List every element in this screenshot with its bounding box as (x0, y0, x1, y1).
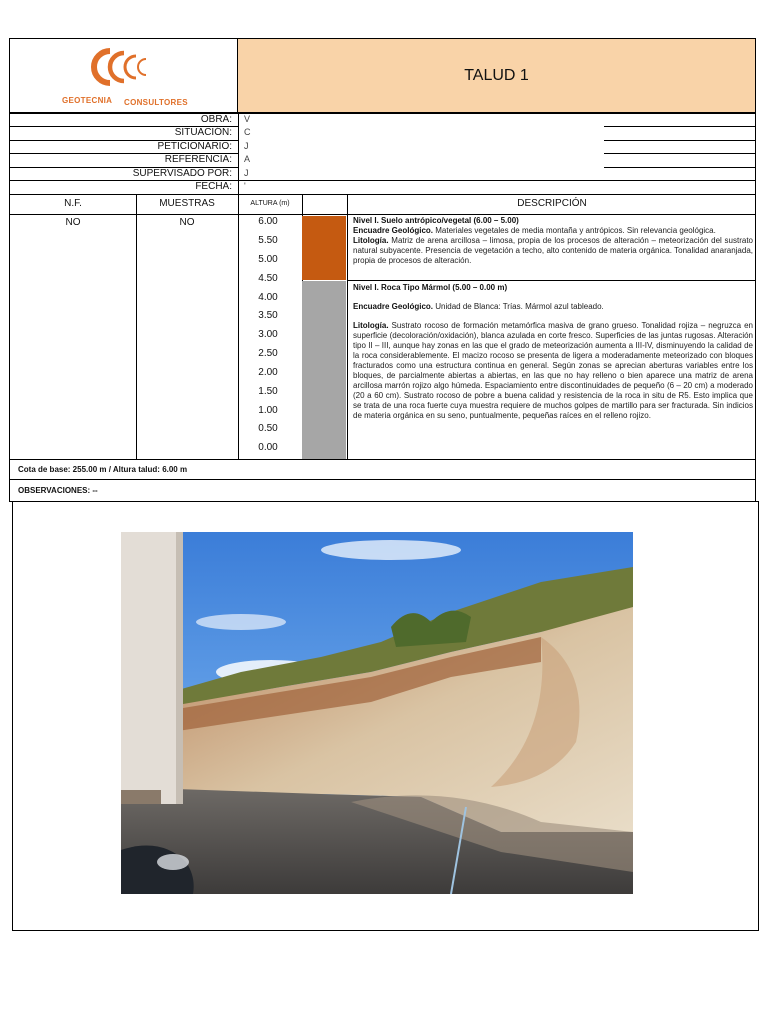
value-obra: V (244, 114, 251, 124)
header-divider (10, 214, 755, 215)
label-obra: OBRA: (10, 113, 238, 126)
base-elevation: Cota de base: 255.00 m / Altura talud: 6.00 m (9, 460, 756, 480)
layer-title: Nivel I. Roca Tipo Mármol (5.00 – 0.00 m) (353, 283, 508, 292)
depth-label: 0.00 (258, 442, 278, 453)
depth-label: 2.00 (258, 367, 278, 378)
info-divider (604, 140, 756, 141)
lithology-bar-soil (302, 216, 346, 280)
litologia-label: Litología. (353, 236, 389, 245)
depth-label: 3.00 (258, 329, 278, 340)
litologia-text: Matriz de arena arcillosa – limosa, propia de los procesos de alteración – meteorización del sustrato natural subyacente. Presencia de vegetación a techo, alto contenido de materia orgánica. Tonalidad anaranjada, propia de procesos de alteración. (353, 236, 753, 265)
logo-arcs-icon (80, 47, 160, 87)
muestras-value: NO (179, 217, 195, 228)
report-header (9, 38, 756, 113)
value-situacion: C (244, 127, 251, 137)
depth-label: 0.50 (258, 423, 278, 434)
lithology-bar-marble (302, 281, 346, 459)
depth-label: 2.50 (258, 348, 278, 359)
encuadre-label: Encuadre Geológico. (353, 302, 434, 311)
value-fecha: ' (244, 181, 246, 191)
info-divider (604, 153, 756, 154)
layer-description-1 (353, 216, 753, 266)
header-descripcion: DESCRIPCIÓN (517, 198, 587, 209)
depth-label: 3.50 (258, 310, 278, 321)
encuadre-text: Materiales vegetales de media montaña y antrópicos. Sin relevancia geológica. (433, 226, 716, 235)
column-divider (347, 195, 348, 459)
project-info (9, 113, 756, 194)
observations: OBSERVACIONES: -- (9, 480, 756, 502)
label-referencia: REFERENCIA: (10, 153, 238, 166)
logo-text-geotecnia: GEOTECNIA (62, 96, 113, 105)
column-divider (238, 195, 239, 459)
info-labels (10, 113, 239, 194)
page-title: TALUD 1 (464, 66, 529, 84)
info-divider (238, 180, 756, 181)
layer-description-2 (353, 283, 753, 421)
depth-label: 5.50 (258, 235, 278, 246)
logo-text-consultores: CONSULTORES (124, 98, 188, 107)
encuadre-label: Encuadre Geológico. (353, 226, 434, 235)
layer-title: Nivel I. Suelo antrópico/vegetal (6.00 – 5.00) (353, 216, 519, 225)
layer-divider (347, 280, 755, 281)
depth-label: 1.50 (258, 386, 278, 397)
title-banner (238, 39, 755, 112)
slope-photo (121, 532, 633, 894)
litologia-text: Sustrato rocoso de formación metamórfica masiva de grano grueso. Tonalidad rojiza – negruzca en superficie (decoloración/oxidación), blanca azulada en corte fresco. Superficies de las juntas rugosas. Alteración tipo II – III, aunque hay zonas en las que el grado de meteorización aumenta a III-IV, disminuyendo la calidad de la roca considerablemente. El macizo rocoso se presenta de ligera a moderadamente meteorizado con bloques fracturados como una estructura continua en general. Según zonas se aprecian aberturas variables entre los bloques, de parcialmente abiertas a abiertas, en las que no hay relleno o bien aparece una matriz de arena arcillosa marrón rojizo algo húmeda. Espaciamiento entre discontinuidades de pequeño (6 – 20 cm) a moderado (20 a 60 cm). Sustrato rocoso de pobre a buena calidad y resistencia de la roca in situ de R5. Esto implica que se trata de una roca fuerte cuya muestra requiere de muchos golpes de martillo para ser fracturada. Sin indicios de materia orgánica en su seno, puntualmente, pequeñas raíces en el relleno rojizo. (353, 321, 753, 420)
depth-label: 4.00 (258, 292, 278, 303)
label-fecha: FECHA: (10, 180, 238, 193)
company-logo (10, 39, 238, 112)
value-supervisado: J (244, 168, 249, 178)
litologia-label: Litología. (353, 321, 389, 330)
depth-label: 6.00 (258, 216, 278, 227)
nf-value: NO (65, 217, 81, 228)
value-peticionario: J (244, 141, 249, 151)
depth-label: 4.50 (258, 273, 278, 284)
info-divider (238, 113, 756, 114)
info-divider (604, 126, 756, 127)
label-supervisado: SUPERVISADO POR: (10, 167, 238, 180)
header-muestras: MUESTRAS (159, 198, 215, 209)
depth-label: 5.00 (258, 254, 278, 265)
value-referencia: A (244, 154, 251, 164)
label-situacion: SITUACIÓN: (10, 126, 238, 139)
photo-frame (12, 501, 759, 931)
header-altura: ALTURA (m) (250, 200, 290, 207)
depth-label: 1.00 (258, 405, 278, 416)
report-sheet (9, 38, 756, 931)
label-peticionario: PETICIONARIO: (10, 140, 238, 153)
header-nf: N.F. (64, 198, 82, 209)
stratigraphic-log (9, 194, 756, 460)
encuadre-text: Unidad de Blanca: Trías. Mármol azul tableado. (433, 302, 604, 311)
info-divider (604, 167, 756, 168)
column-divider (136, 195, 137, 459)
